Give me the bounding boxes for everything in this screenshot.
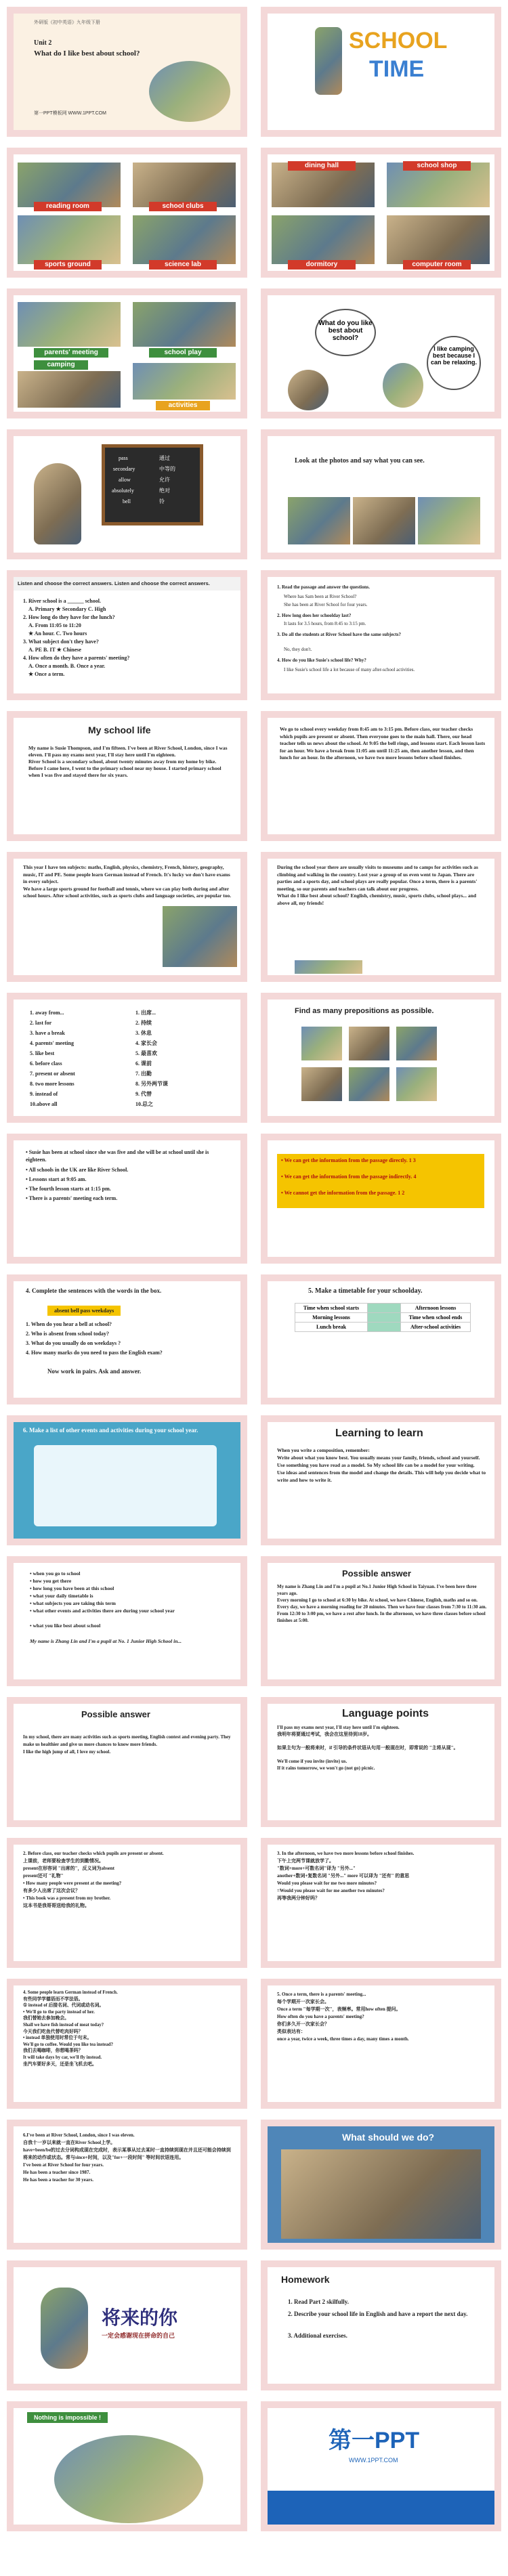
sample-start: My name is Zhang Lin and I'm a pupil at No. 1 Junior High School in... [30,1638,182,1644]
nothing-impossible-banner: Nothing is impossible ! [27,2412,108,2423]
prompt-5: • what subjects you are taking this term [30,1600,116,1606]
table-row [295,1323,471,1332]
word-2: secondary [113,466,135,472]
slide-13-passage [7,852,247,982]
complete-instruction: 4. Complete the sentences with the words in the box. [26,1287,162,1294]
word-1-cn: 通过 [159,455,170,461]
cs-line-1: 1. When do you hear a bell at school? [26,1321,112,1327]
friends-photo [295,960,362,974]
tf-line-1: • Susie has been at school since she was five and she will be at school until she is eighteen. [26,1149,209,1163]
slide-16-prepositions [261,993,501,1123]
slide-19-complete-sentences [7,1274,247,1404]
phrase-en-7: 7. present or absent [30,1071,75,1077]
phrase-en-1: 1. away from... [30,1010,64,1016]
phrase-en-10: 10.above all [30,1101,58,1107]
cs-line-2: 2. Who is absent from school today? [26,1331,110,1337]
label-school-play: school play [149,348,217,358]
pair-work-note: Now work in pairs. Ask and answer. [47,1368,142,1375]
passage-para-4: During the school year there are usually visits to museums and to camps for activities such as climbing and walking in the country. Lost year a group of us even went to Japan. There are parties and a sports day, and school plays are really popular. Once a term, there is a parents' meeting, so our parents and teachers can talk about our progress. What do I like best about school? English, chemistry, music, sports clubs, school plays... and above all, my friends! [277,864,478,906]
learning-title: Learning to learn [335,1427,423,1439]
label-parents-meeting: parents' meeting [34,348,108,358]
label-dining-hall: dining hall [288,161,356,171]
phrase-cn-1: 1. 出席... [135,1010,156,1016]
runner-illustration [41,2288,88,2369]
future-you-sub: 一定会感谢现在拼命的自己 [102,2332,175,2339]
possible-answer-body-2: In my school, there are many activities such as sports meeting, English contest and evening party. They make us healthier and give us more chances to know more friends. I like the high jump of all, I love my school. [23,1734,231,1755]
word-4: absolutely [112,488,134,494]
slide-10-reading [261,570,501,700]
look-instruction: Look at the photos and say what you can see. [295,457,425,465]
computer-room-photo [387,215,490,264]
label-reading-room: reading room [34,202,102,211]
label-school-clubs: school clubs [149,202,217,211]
prompt-7: • what you like best about school [30,1623,101,1629]
r-line-5: It lasts for 3.5 hours, from 8:45 to 3:15 pm. [284,621,366,626]
science-lab-photo [133,215,236,264]
cell: Time when school starts [295,1304,368,1313]
label-science-lab: science lab [149,260,217,270]
prompt-4: • what your daily timetable is [30,1593,93,1599]
learning-body: When you write a composition, remember: Write about what you know best. You usually means your family, friends, school and yourself. Use something you have read as a model. So My school life can be a model for your writing. Use ideas and sentences from the model and change the details. This will help you decide what to write and how to write it. [277,1447,486,1483]
prompt-3: • how long you have been at this school [30,1585,114,1591]
cs-line-4: 4. How many marks do you need to pass the English exam? [26,1350,163,1356]
possible-answer-title-2: Possible answer [81,1709,150,1719]
prep-picture-4 [301,1067,342,1101]
phrase-cn-8: 8. 另外两节课 [135,1081,168,1087]
r-line-2: Where has Sam been at River School? [284,594,357,599]
slide-36-brand [261,2401,501,2531]
passage-para-2: We go to school every weekday from 8:45 am to 3:15 pm. Before class, our teacher checks which pupils are present or absent. Then everyone goes to the main hall. There, our head teacher tells us news about the school. At 9:05 the bell rings, and lessons start. Each lesson lasts for an hour. We have a break from 11:05 am until 11:25 am, then another lesson, and then lunch for an hour. In the afternoon, we have two more lessons before school finishes. [280,726,486,760]
language-points-title: Language points [342,1708,429,1719]
logo-word-time: TIME [369,56,425,82]
events-title: 6. Make a list of other events and activities during your school year. [23,1427,198,1434]
word-3: allow [119,477,131,483]
r-line-7: No, they don't. [284,647,312,652]
girl-illustration [383,363,423,408]
photo-3 [418,497,480,544]
tf-line-5: • There is a parents' meeting each term. [26,1195,118,1201]
slide-3-places [7,148,247,278]
timetable-title: 5. Make a timetable for your schoolday. [308,1287,423,1295]
q-line-3: 2. How long do they have for the lunch? [23,614,115,620]
slide-6-dialogue [261,288,501,418]
listen-heading: Listen and choose the correct answers. Listen and choose the correct answers. [18,580,210,586]
tf-line-4: • The fourth lesson starts at 1:15 pm. [26,1186,111,1192]
r-line-4: 2. How long does her schoolday last? [277,613,352,618]
slide-22-learning-to-learn [261,1415,501,1545]
slide-27-present [7,1838,247,1968]
homework-item-2: 2. Describe your school life in English and have a report the next day. [288,2311,468,2317]
phrase-cn-3: 3. 休息 [135,1030,152,1036]
slide-12-passage [261,711,501,841]
cell: Morning lessons [295,1313,368,1323]
phrase-cn-9: 9. 代替 [135,1091,152,1097]
passage-title: My school life [88,725,151,735]
slide-7-vocabulary [7,429,247,559]
lesson-title: What do I like best about school? [34,49,140,58]
q-line-6: 3. What subject don't they have? [23,639,99,645]
sports-ground-photo [18,215,121,264]
student-illustration [34,463,81,544]
perfect-notes: 6.I've been at River School, London, since I was eleven. 自我十一岁以来就一直在River School上学。 have+been/be的过去分词构成现在完成时，表示某事从过去某时一直持续到现在并且还可能会持续到将来的动作或状态。常与since+时间，以及"for+一段时间" 等时间状语连用。 I've been at River School for four years. He has been a teacher since 1987. He has been a teacher for 30 years. [23,2132,231,2183]
passage-para-1: My name is Susie Thompson, and I'm fifteen. I've been at River School, London, since I was eleven. I'll pass my exams next year, I'll stay here until I'm eighteen. River School is a secondary school, about twenty minutes away from my home by bike. Before I came here, I went to the primary school near my house. I started primary school when I was five and stayed there for six years. [28,745,228,778]
info-line-3: • We cannot get the information from the passage. 1 2 [281,1190,405,1196]
r-line-8: 4. How do you like Susie's school life? Why? [277,658,366,663]
slide-34-homework [261,2260,501,2390]
word-1: pass [119,455,128,461]
word-box: absent bell pass weekdays [47,1306,121,1316]
tf-line-3: • Lessons start at 9:05 am. [26,1176,87,1182]
slide-32-what-should-we-do [261,2120,501,2250]
school-play-photo [133,302,236,347]
q-line-8: 4. How often do they have a parents' meeting? [23,655,130,661]
phrase-en-9: 9. instead of [30,1091,58,1097]
label-camping: camping [34,360,88,370]
prompt-6: • what other events and activities there are during your school year [30,1608,175,1614]
slide-24-possible-answer [261,1556,501,1686]
phrase-cn-7: 7. 出勤 [135,1071,152,1077]
unit-label: Unit 2 [34,39,52,47]
info-line-1: • We can get the information from the passage directly. 1 3 [281,1157,416,1163]
slide-17-true-false [7,1134,247,1264]
word-3-cn: 允许 [159,477,170,483]
slide-8-photos [261,429,501,559]
logo-word-school: SCHOOL [349,28,448,53]
slide-25-possible-answer [7,1697,247,1827]
instead-notes: 4. Some people learn German instead of French. 有些同学学德语而不学法语。 ① instead of 后接名词、代词或动名词。 • We'll go to the party instead of her. 我们替她去参加晚会。 Shall we have fish instead of meat today? 今天我们吃鱼代替吃肉好吗？ • instead 单独使用时常位于句末。 We'll go to coffee. Would you like tea instead? 我们去喝咖啡，你想喝茶吗？ It will take days by car, we'll fly instead. 坐汽车要好多天，还是坐飞机去吧。 [23,1990,118,2067]
cell: Time when school ends [401,1313,471,1323]
parents-meeting-photo [18,302,121,347]
slide-14-passage [261,852,501,982]
prepositions-title: Find as many prepositions as possible. [295,1007,434,1015]
once-notes: 5. Once a term, there is a parents' meeting... 每个学期开一次家长会。 Once a term "每学期一次"，表频率。常用how often 提问。 How often do you have a parents' meeting? 你们多久开一次家长会？ 类似表达有： once a year, twice a week, three times a day, many times a month. [277,1992,409,2042]
prep-picture-2 [349,1027,389,1060]
slide-4-places [261,148,501,278]
phrase-cn-6: 6. 课前 [135,1060,152,1067]
camping-photo [18,371,121,408]
more-notes: 3. In the afternoon, we have two more lessons before school finishes. 下午上完两节课就放学了。 "数词+more+可数名词"译为 "另外..." another+数词+复数名词 "另外..." more 可以译为 "还有" 的意思 Would you please wait for me two more minutes? =Would you please wait for me another two minutes? 再等我两分钟好吗？ [277,1851,415,1901]
table-row [295,1304,471,1313]
slide-2-school-time [261,7,501,137]
cell: Afternoon lessons [401,1304,471,1313]
photo-1 [288,497,350,544]
kids-illustration [149,61,230,122]
r-line-1: 1. Read the passage and answer the questions. [277,584,370,590]
slide-26-language-points [261,1697,501,1827]
prep-picture-3 [396,1027,437,1060]
q-line-2: A. Primary ★ Secondary C. High [28,606,106,612]
slide-15-phrases [7,993,247,1123]
passage-para-3: This year I have ten subjects: maths, English, physics, chemistry, French, history, geography, music, IT and PE. Some people learn German instead of French. It's lucky we don't have exams in every subject. We have a large sports ground for football and tennis, where we can play both during and after school hours. After school activities, such as sports clubs and language societies, are popular too. [23,864,232,899]
class-photo [281,2149,481,2239]
tf-line-2: • All schools in the UK are like River School. [26,1167,129,1173]
phrase-en-2: 2. last for [30,1020,52,1026]
slide-1-title [7,7,247,137]
r-line-9: I like Susie's school life a lot because of many after-school activities. [284,667,415,672]
activities-photo [133,363,236,400]
future-you-caption: 将来的你 [102,2307,178,2328]
boy-illustration [288,370,329,410]
slide-30-once-a-term [261,1979,501,2109]
slide-5-activities [7,288,247,418]
phrase-en-6: 6. before class [30,1060,62,1067]
cs-line-3: 3. What do you usually do on weekdays ? [26,1340,121,1346]
events-illustration [34,1445,217,1526]
q-line-9: A. Once a month. B. Once a year. [28,663,106,669]
prep-picture-5 [349,1067,389,1101]
word-5: bell [123,498,131,505]
school-clubs-photo [133,163,236,207]
slide-9-listening [7,570,247,700]
slide-31-present-perfect [7,2120,247,2250]
site-label: 第一PPT模板网 WWW.1PPT.COM [34,111,106,116]
label-dormitory: dormitory [288,260,356,270]
info-box [277,1154,484,1208]
q-line-7: A. PE B. IT ★ Chinese [28,647,81,653]
brand-site: WWW.1PPT.COM [349,2457,398,2464]
label-school-shop: school shop [403,161,471,171]
balance-illustration [54,2435,203,2523]
phrase-cn-4: 4. 家长会 [135,1040,157,1046]
sports-photo [163,906,237,967]
homework-title: Homework [281,2274,330,2285]
reading-room-photo [18,163,121,207]
photo-2 [353,497,415,544]
slide-20-timetable [261,1274,501,1404]
cell: Lunch break [295,1323,368,1332]
cell: After-school activities [401,1323,471,1332]
possible-answer-body: My name is Zhang Lin and I'm a pupil at No.1 Junior High School in Taiyuan. I've been here three years ago. Every morning I go to school at 6:30 by bike. At school, we have Chinese, English, maths and so on. Every day, we have a morning reading for 20 minutes. Then we have four classes from 7:30 to 11:30 am. From 12:30 to 3:00 pm, we have a rest after lunch. In the afternoon, we have three classes before school finishes at 5:00. [277,1584,487,1623]
info-line-2: • We can get the information from the passage indirectly. 4 [281,1174,417,1180]
label-sports-ground: sports ground [34,260,102,270]
series-label: 外研版《初中英语》九年级下册 [34,20,100,25]
timetable [295,1303,471,1332]
phrase-cn-5: 5. 最喜欢 [135,1050,157,1056]
language-points-body: I'll pass my exams next year, I'll stay here until I'm eighteen. 我明年将要通过考试，我会在这里待到18岁。 如果主句为一般将来时，if 引导的条件状语从句用一般现在时，即常说的 "主将从现"。 We'll come if you invite (invite) us. If it rains tomorrow, we won't go (not go) picnic. [277,1725,459,1771]
homework-item-3: 3. Additional exercises. [288,2332,347,2339]
footer-band [268,2491,494,2525]
pencil-illustration [315,27,342,95]
slide-11-my-school-life [7,711,247,841]
phrase-cn-2: 2. 持续 [135,1020,152,1026]
prep-picture-6 [396,1067,437,1101]
word-5-cn: 铃 [159,498,165,505]
slide-29-instead-of [7,1979,247,2109]
prompt-1: • when you go to school [30,1570,81,1576]
slide-35-nothing-impossible [7,2401,247,2531]
slide-18-info-types [261,1134,501,1264]
label-activities: activities [156,401,210,410]
slide-28-more [261,1838,501,1968]
slide-21-events [7,1415,247,1545]
phrase-en-3: 3. have a break [30,1030,65,1036]
q-line-1: 1. River school is a ______ school. [23,598,101,604]
prep-picture-1 [301,1027,342,1060]
word-4-cn: 绝对 [159,488,170,494]
slide-23-writing-prompts [7,1556,247,1686]
q-line-5: ★ An hour. C. Two hours [28,630,87,637]
answer-bubble: I like camping best because I can be relaxing. [427,336,481,390]
what-should-title: What should we do? [342,2132,435,2143]
phrase-en-8: 8. two more lessons [30,1081,75,1087]
possible-answer-title: Possible answer [342,1568,411,1579]
word-2-cn: 中等的 [159,466,175,472]
q-line-10: ★ Once a term. [28,671,65,677]
brand-logo: 第一PPT [329,2428,420,2453]
phrase-en-5: 5. like best [30,1050,55,1056]
homework-item-1: 1. Read Part 2 skilfully. [288,2298,350,2305]
r-line-3: She has been at River School for four years. [284,602,368,607]
table-row [295,1313,471,1323]
phrase-en-4: 4. parents' meeting [30,1040,74,1046]
prompt-2: • how you get there [30,1578,72,1584]
question-bubble: What do you like best about school? [315,309,376,356]
blackboard [102,444,203,525]
q-line-4: A. From 11:05 to 11:20 [28,622,81,628]
slide-33-motivation [7,2260,247,2390]
present-notes: 2. Before class, our teacher checks which pupils are present or absent. 上课前，老师要检查学生的到勤情况。 present在形容词 "出席的"，反义词为absent present还可 "礼物" • How many people were present at the meeting? 有多少人出席了这次会议？ • This book was a present from my brother. 这本书是我哥哥送给我的礼物。 [23,1851,164,1908]
phrase-cn-10: 10.总之 [135,1101,153,1107]
dormitory-photo [272,215,375,264]
r-line-6: 3. Do all the students at River School have the same subjects? [277,632,402,637]
label-computer-room: computer room [403,260,471,270]
